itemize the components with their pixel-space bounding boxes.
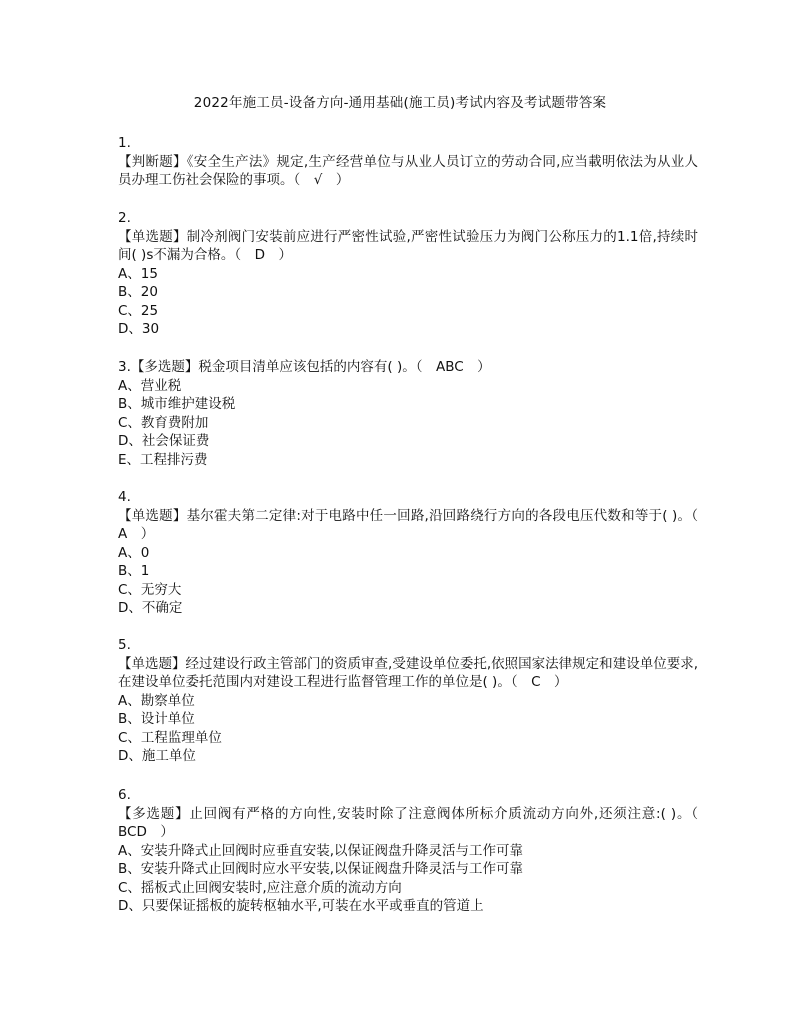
question-stem: 【单选题】基尔霍夫第二定律:对于电路中任一回路,沿回路绕行方向的各段电压代数和等于( )。（ A ） bbox=[118, 507, 712, 542]
option-c: C、摇板式止回阀安装时,应注意介质的流动方向 bbox=[118, 879, 402, 896]
option-d: D、30 bbox=[118, 321, 160, 337]
option-a: A、安装升降式止回阀时应垂直安装,以保证阀盘升降灵活与工作可靠 bbox=[118, 842, 524, 859]
option-c: C、工程监理单位 bbox=[118, 729, 222, 746]
option-d: D、施工单位 bbox=[118, 748, 196, 764]
option-a: A、勘察单位 bbox=[118, 692, 195, 709]
question-3 bbox=[118, 358, 698, 469]
question-stem: 【多选题】止回阀有严格的方向性,安装时除了注意阀体所标介质流动方向外,还须注意:( )。（ BCD ） bbox=[118, 805, 712, 840]
question-number: 2. bbox=[118, 210, 131, 226]
question-number: 1. bbox=[118, 135, 131, 151]
question-5 bbox=[118, 636, 698, 766]
question-number: 4. bbox=[118, 489, 131, 505]
question-stem: 【判断题】《安全生产法》规定,生产经营单位与从业人员订立的劳动合同,应当載明依法为从业人员办理工伤社会保险的事项。（ √ ） bbox=[118, 153, 698, 188]
option-b: B、安装升降式止回阀时应水平安装,以保证阀盘升降灵活与工作可靠 bbox=[118, 861, 524, 877]
option-b: B、1 bbox=[118, 563, 150, 579]
question-2 bbox=[118, 209, 698, 339]
question-stem: 【单选题】经过建设行政主管部门的资质审查,受建设单位委托,依照国家法律规定和建设单位要求,在建设单位委托范围内对建设工程进行监督管理工作的单位是( )。（ C ） bbox=[118, 655, 698, 690]
option-c: C、无穷大 bbox=[118, 581, 182, 598]
question-stem: 【单选题】制冷剂阀门安装前应进行严密性试验,严密性试验压力为阀门公称压力的1.1倍,持续时间( )s不漏为合格。（ D ） bbox=[118, 228, 698, 263]
option-a: A、0 bbox=[118, 544, 150, 561]
option-a: A、营业税 bbox=[118, 377, 182, 394]
option-a: A、15 bbox=[118, 265, 158, 282]
question-stem: 3.【多选题】税金项目清单应该包括的内容有( )。（ ABC ） bbox=[118, 359, 491, 375]
option-d: D、社会保证费 bbox=[118, 433, 210, 449]
option-d: D、只要保证摇板的旋转枢轴水平,可装在水平或垂直的管道上 bbox=[118, 898, 484, 914]
document-title: 2022年施工员-设备方向-通用基础(施工员)考试内容及考试题带答案 bbox=[193, 95, 607, 111]
question-number: 6. bbox=[118, 787, 131, 803]
option-c: C、25 bbox=[118, 302, 159, 319]
option-e: E、工程排污费 bbox=[118, 451, 208, 468]
option-b: B、设计单位 bbox=[118, 711, 195, 727]
option-b: B、城市维护建设税 bbox=[118, 396, 236, 412]
question-1 bbox=[118, 134, 698, 190]
option-c: C、教育费附加 bbox=[118, 414, 209, 431]
question-number: 5. bbox=[118, 637, 131, 653]
option-d: D、不确定 bbox=[118, 600, 183, 616]
option-b: B、20 bbox=[118, 284, 158, 300]
question-4 bbox=[118, 488, 712, 618]
question-6 bbox=[118, 786, 712, 916]
